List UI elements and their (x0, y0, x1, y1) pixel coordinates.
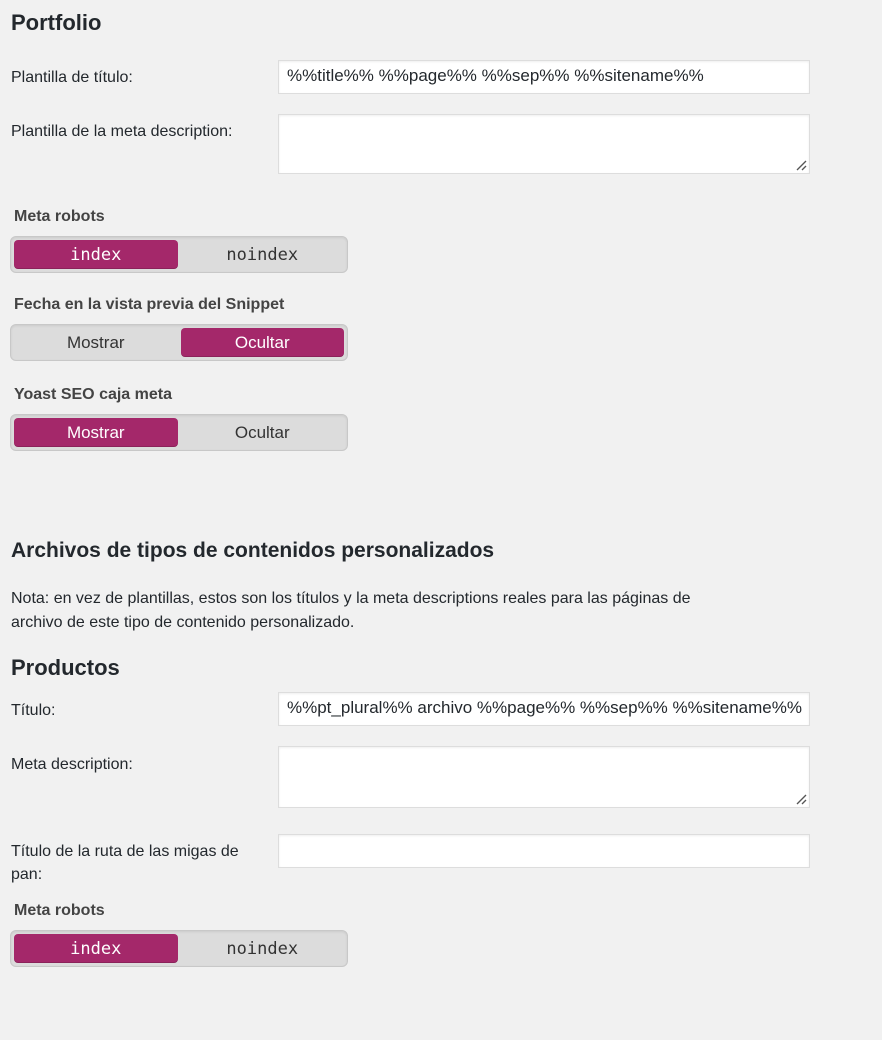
productos-meta-robots-index-option[interactable]: index (14, 934, 178, 963)
resize-grip-icon[interactable] (795, 159, 807, 171)
productos-meta-description-textarea[interactable] (278, 746, 810, 808)
date-snippet-show-option[interactable]: Mostrar (66, 332, 125, 352)
yoast-meta-box-switch[interactable] (10, 414, 348, 451)
meta-description-template-textarea[interactable] (278, 114, 810, 174)
yoast-meta-box-show-option[interactable]: Mostrar (14, 418, 178, 447)
breadcrumb-title-input[interactable] (278, 834, 810, 868)
productos-title-label: Título: (11, 702, 56, 719)
yoast-meta-box-hide-option[interactable]: Ocultar (234, 422, 290, 442)
archives-note-line2: archivo de este tipo de contenido personalizado. (11, 614, 355, 631)
date-snippet-label: Fecha en la vista previa del Snippet (14, 296, 285, 313)
breadcrumb-title-label-line2: pan: (11, 866, 43, 883)
productos-heading: Productos (11, 655, 120, 680)
meta-robots-label: Meta robots (14, 208, 105, 225)
yoast-meta-box-label: Yoast SEO caja meta (14, 386, 172, 403)
breadcrumb-title-label-line1: Título de la ruta de las migas de (11, 843, 239, 860)
meta-robots-switch[interactable] (10, 236, 348, 273)
productos-meta-robots-label: Meta robots (14, 902, 105, 919)
meta-robots-index-option[interactable]: index (14, 240, 178, 269)
breadcrumb-title-label (11, 840, 239, 886)
productos-meta-robots-switch[interactable] (10, 930, 348, 967)
archives-note (11, 587, 801, 635)
title-template-label: Plantilla de título: (11, 69, 133, 86)
archives-note-line1: Nota: en vez de plantillas, estos son los títulos y la meta descriptions reales para las páginas de (11, 590, 691, 607)
title-template-input[interactable]: %%title%% %%page%% %%sep%% %%sitename%% (278, 60, 810, 94)
productos-title-input[interactable]: %%pt_plural%% archivo %%page%% %%sep%% %%sitename%% (278, 692, 810, 726)
meta-description-template-label: Plantilla de la meta description: (11, 123, 233, 140)
date-snippet-switch[interactable] (10, 324, 348, 361)
productos-meta-robots-noindex-option[interactable]: noindex (226, 938, 299, 959)
meta-robots-noindex-option[interactable]: noindex (226, 244, 299, 265)
date-snippet-hide-option[interactable]: Ocultar (181, 328, 345, 357)
productos-meta-description-label: Meta description: (11, 756, 133, 773)
archives-heading: Archivos de tipos de contenidos personalizados (11, 539, 495, 562)
portfolio-heading: Portfolio (11, 10, 102, 35)
resize-grip-icon[interactable] (795, 793, 807, 805)
